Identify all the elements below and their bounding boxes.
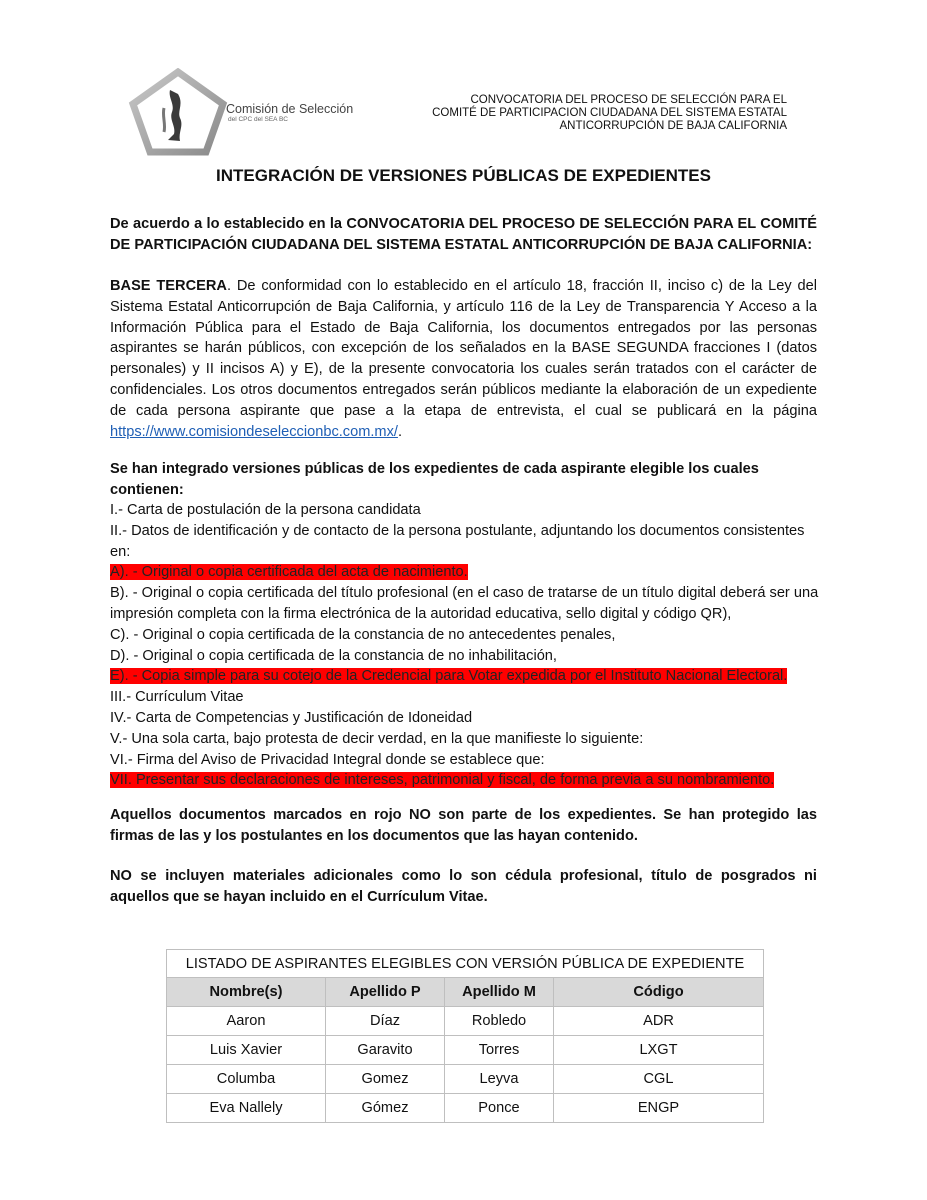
redacted-item: A). - Original o copia certificada del acta de nacimiento. xyxy=(110,564,468,581)
list-item: I.- Carta de postulación de la persona candidata xyxy=(110,502,421,518)
list-item: V.- Una sola carta, bajo protesta de decir verdad, en la que manifieste lo siguiente: xyxy=(110,730,644,747)
list-item: II.- Datos de identificación y de contacto de la persona postulante, adjuntando los documentos consistentes en: xyxy=(110,522,805,560)
table-row xyxy=(167,1065,764,1094)
header-convocatoria xyxy=(367,94,787,133)
logo-title: Comisión de Selección xyxy=(226,102,354,116)
cell-apellido-p: Gomez xyxy=(326,1065,445,1094)
list-item: VI.- Firma del Aviso de Privacidad Integral donde se establece que: xyxy=(110,751,545,768)
list-item: C). - Original o copia certificada de la constancia de no antecedentes penales, xyxy=(110,626,616,643)
excluded-note: NO se incluyen materiales adicionales como lo son cédula profesional, título de posgrados ni aquellos que se hayan incluido en el Currículum Vitae. xyxy=(110,868,817,905)
redacted-item: VII. Presentar sus declaraciones de intereses, patrimonial y fiscal, de forma previa a su nombramiento. xyxy=(110,772,775,789)
cell-nombre: Aaron xyxy=(167,1007,326,1036)
column-header: Apellido M xyxy=(445,978,554,1007)
red-note: Aquellos documentos marcados en rojo NO son parte de los expedientes. Se han protegido las firmas de las y los postulantes en los documentos que las hayan contenido. xyxy=(110,807,817,844)
intro-paragraph: De acuerdo a lo establecido en la CONVOCATORIA DEL PROCESO DE SELECCIÓN PARA EL COMITÉ DE PARTICIPACIÓN CIUDADANA DEL SISTEMA ESTATAL ANTICORRUPCIÓN DE BAJA CALIFORNIA: xyxy=(110,216,817,253)
website-link[interactable]: https://www.comisiondeseleccionbc.com.mx/ xyxy=(110,423,398,440)
integrated-heading: Se han integrado versiones públicas de los expedientes de cada aspirante elegible los cuales contienen: xyxy=(110,461,759,498)
list-item: B). - Original o copia certificada del título profesional (en el caso de tratarse de un título digital deberá ser una impresión completa con la firma electrónica de la autoridad educativa, sello digital y código QR), xyxy=(110,585,819,622)
base-tercera-paragraph xyxy=(110,276,817,442)
list-item: D). - Original o copia certificada de la constancia de no inhabilitación, xyxy=(110,647,557,664)
cell-apellido-m: Ponce xyxy=(445,1094,554,1123)
cell-nombre: Eva Nallely xyxy=(167,1094,326,1123)
column-header: Nombre(s) xyxy=(167,978,326,1007)
cell-apellido-m: Robledo xyxy=(445,1007,554,1036)
document-list xyxy=(110,500,820,791)
header-line: COMITÉ DE PARTICIPACION CIUDADANA DEL SISTEMA ESTATAL xyxy=(432,107,787,119)
logo-text xyxy=(226,102,353,123)
cell-apellido-m: Torres xyxy=(445,1036,554,1065)
base-label: BASE TERCERA xyxy=(110,278,227,294)
redacted-item: E). - Copia simple para su cotejo de la Credencial para Votar expedida por el Instituto Nacional Electoral. xyxy=(110,668,788,685)
document-title: INTEGRACIÓN DE VERSIONES PÚBLICAS DE EXPEDIENTES xyxy=(216,166,711,185)
logo-subtitle: del CPC del SEA BC xyxy=(228,116,288,123)
cell-nombre: Luis Xavier xyxy=(167,1036,326,1065)
cell-apellido-m: Leyva xyxy=(445,1065,554,1094)
table-row xyxy=(167,1007,764,1036)
cell-apellido-p: Díaz xyxy=(326,1007,445,1036)
aspirants-table xyxy=(166,949,764,1123)
cell-codigo: ENGP xyxy=(554,1094,764,1123)
list-item xyxy=(110,770,820,791)
cell-codigo: ADR xyxy=(554,1007,764,1036)
base-text: . De conformidad con lo establecido en el artículo 18, fracción II, inciso c) de la Ley del Sistema Estatal Anticorrupción de Baja California, y artículo 116 de la Ley de Transparencia Y Acceso a la Información Pública para el Estado de Baja California, los documentos entregados por las personas aspirantes se harán públicos, con excepción de los señalados en la BASE SEGUNDA fracciones I (datos personales) y II incisos A) y E), de la presente convocatoria los cuales serán tratados con el carácter de confidenciales. Los otros documentos entregados serán públicos mediante la elaboración de un expediente de cada persona aspirante que pase a la etapa de entrevista, el cual se publicará en la página xyxy=(110,278,818,419)
list-item xyxy=(110,666,820,687)
header-line: ANTICORRUPCIÓN DE BAJA CALIFORNIA xyxy=(559,120,787,132)
table-row xyxy=(167,1036,764,1065)
header-line: CONVOCATORIA DEL PROCESO DE SELECCIÓN PARA EL xyxy=(470,94,787,106)
cell-codigo: CGL xyxy=(554,1065,764,1094)
commission-logo-icon xyxy=(128,68,228,156)
table-caption: LISTADO DE ASPIRANTES ELEGIBLES CON VERSIÓN PÚBLICA DE EXPEDIENTE xyxy=(167,950,764,978)
list-item: IV.- Carta de Competencias y Justificación de Idoneidad xyxy=(110,709,473,726)
cell-codigo: LXGT xyxy=(554,1036,764,1065)
table-header-row xyxy=(167,978,764,1007)
column-header: Apellido P xyxy=(326,978,445,1007)
cell-nombre: Columba xyxy=(167,1065,326,1094)
column-header: Código xyxy=(554,978,764,1007)
cell-apellido-p: Garavito xyxy=(326,1036,445,1065)
base-after: . xyxy=(397,423,402,440)
table-row xyxy=(167,1094,764,1123)
list-item xyxy=(110,562,820,583)
list-item: III.- Currículum Vitae xyxy=(110,689,244,706)
cell-apellido-p: Gómez xyxy=(326,1094,445,1123)
